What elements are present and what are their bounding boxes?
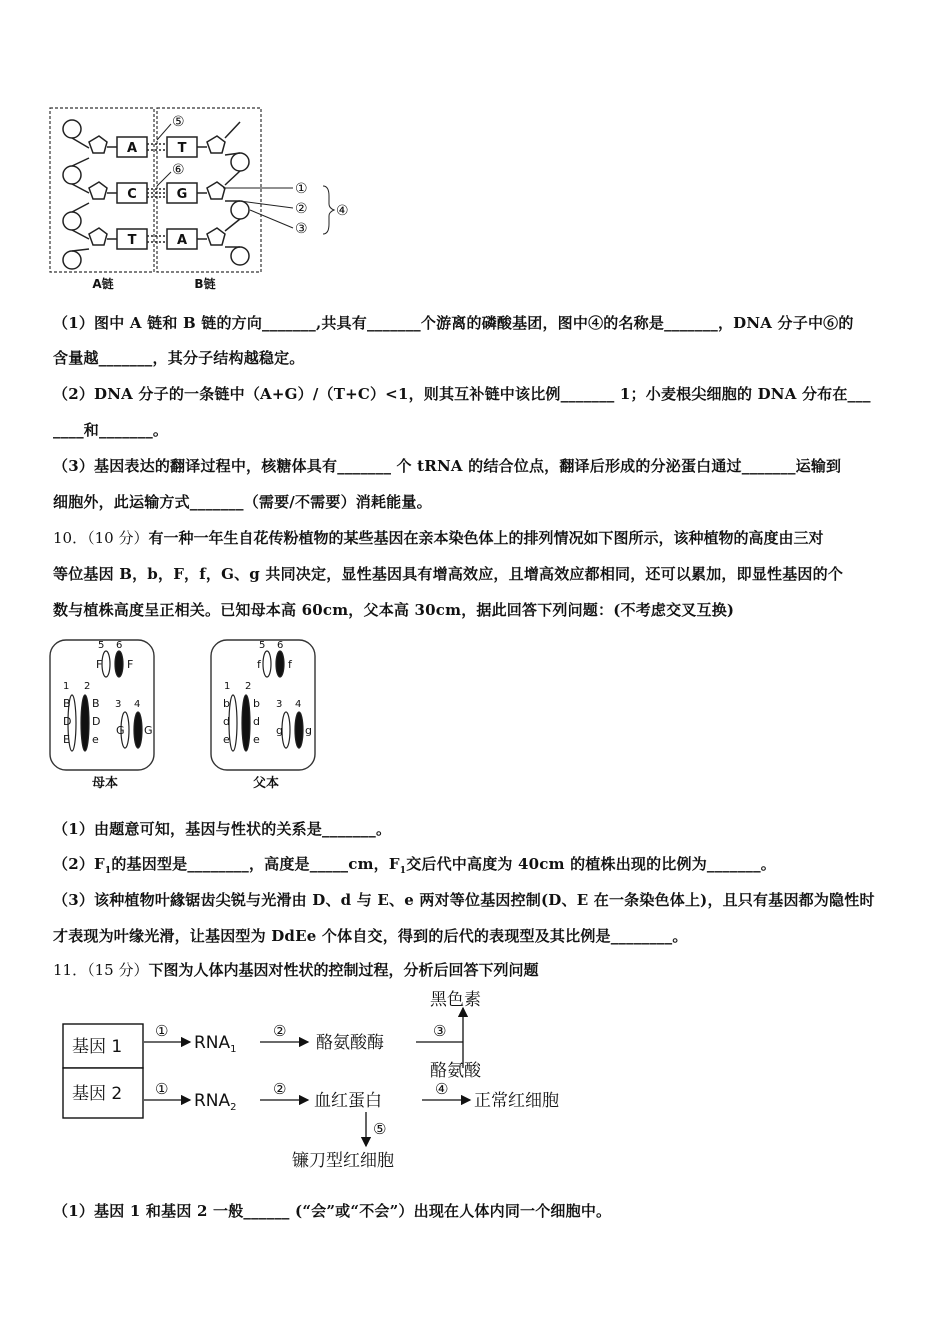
chrom-number: 6	[277, 640, 284, 651]
marker-6: ⑥	[172, 162, 185, 178]
allele-label: b	[253, 697, 260, 710]
step-5: ⑤	[373, 1120, 387, 1138]
dna-structure-diagram	[45, 100, 365, 295]
q10-stem-1: 有一种一年生自花传粉植物的某些基因在亲本染色体上的排列情况如下图所示，该种植物的高度由三对	[148, 529, 824, 547]
phosphate-circle	[63, 212, 81, 230]
marker-2: ②	[295, 201, 308, 217]
q9-line-3: （2）DNA 分子的一条链中（A+G）/（T+C）<1，则其互补链中该比例_______ 1；小麦根尖细胞的 DNA 分布在___	[53, 385, 871, 403]
chain-a-label: A链	[92, 277, 114, 291]
allele-label: b	[223, 697, 230, 710]
q11-number: 11．（15 分）	[53, 961, 149, 979]
chrom-number: 3	[276, 699, 283, 710]
chrom-number: 6	[116, 640, 123, 651]
base-letter: C	[127, 187, 137, 202]
gene-control-flowchart	[60, 990, 620, 1175]
allele-label: d	[223, 715, 230, 728]
step-3: ③	[433, 1022, 447, 1040]
base-letter: T	[177, 141, 187, 156]
step-2: ②	[273, 1080, 287, 1098]
allele-label: G	[116, 724, 125, 737]
phosphate-circle	[63, 166, 81, 184]
q11-line-1	[53, 959, 538, 980]
step-1: ①	[155, 1022, 169, 1040]
mother-cell	[50, 640, 154, 791]
base-letter: A	[126, 141, 138, 156]
step-4: ④	[435, 1080, 449, 1098]
q10-number: 10．（10 分）	[53, 529, 149, 547]
q9-line-2: 含量越_______，其分子结构越稳定。	[53, 349, 305, 367]
allele-label: g	[276, 724, 283, 737]
marker-1: ①	[295, 181, 308, 197]
q10-answer-2: $(2)F_1$的基因型是________，高度是_____cm，$F_1$交后代中高度为 40cm 的植株出现的比例为_______。	[53, 855, 777, 876]
allele-label: D	[92, 715, 101, 728]
step-1: ①	[155, 1080, 169, 1098]
allele-label: E	[63, 733, 70, 746]
step-2: ②	[273, 1022, 287, 1040]
phosphate-circle	[231, 201, 249, 219]
tyrosine-label: 酪氨酸	[430, 1061, 481, 1081]
q10-line-1	[53, 527, 823, 548]
phosphate-circle	[231, 153, 249, 171]
chrom-number: 3	[115, 699, 122, 710]
phosphate-circle	[231, 247, 249, 265]
allele-label: G	[144, 724, 153, 737]
deoxyribose-pentagon	[207, 136, 225, 153]
chrom-number: 1	[63, 681, 70, 692]
allele-label: e	[92, 733, 99, 746]
mother-label: 母本	[92, 776, 119, 791]
q10-answer-3: （3）该种植物叶緣锯齿尖锐与光滑由 D、d 与 E、e 两对等位基因控制(D、E 在一条染色体上)，且只有基因都为隐性时	[53, 891, 875, 909]
allele-label: f	[288, 658, 292, 671]
chrom-number: 2	[245, 681, 252, 692]
gene-1-label: 基因 1	[72, 1037, 123, 1057]
q9-line-1: （1）图中 A 链和 B 链的方向_______,共具有_______个游离的磷酸基团，图中④的名称是_______，DNA 分子中⑥的	[53, 314, 854, 332]
phosphate-circle	[63, 251, 81, 269]
allele-label: e	[223, 733, 230, 746]
q10-line-2: 等位基因 B，b，F，f，G、g 共同决定，显性基因具有增高效应，且增高效应都相同，还可以累加，即显性基因的个	[53, 565, 844, 583]
melanin-label: 黑色素	[430, 990, 481, 1010]
hemoglobin-label: 血红蛋白	[314, 1091, 382, 1111]
q11-stem: 下图为人体内基因对性状的控制过程，分析后回答下列问题	[148, 961, 539, 979]
allele-label: e	[253, 733, 260, 746]
chrom-number: 4	[295, 699, 302, 710]
chromosome-diagram	[45, 635, 335, 795]
q11-answer-1: （1）基因 1 和基因 2 一般______ (“会”或“不会”）出现在人体内同一个细胞中。	[53, 1202, 612, 1220]
allele-label: F	[127, 658, 134, 671]
father-label: 父本	[253, 776, 280, 791]
allele-label: B	[63, 697, 71, 710]
deoxyribose-pentagon	[89, 182, 107, 199]
marker-5: ⑤	[172, 114, 185, 130]
q10-answer-1: （1）由题意可知，基因与性状的关系是_______。	[53, 820, 392, 838]
allele-label: F	[96, 658, 103, 671]
sickle-rbc-label: 镰刀型红细胞	[292, 1151, 394, 1171]
base-letter: T	[127, 233, 137, 248]
q10-line-3: 数与植株高度呈正相关。已知母本高 60cm，父本高 30cm，据此回答下列问题：(不考虑交叉互换)	[53, 601, 735, 619]
allele-label: D	[63, 715, 72, 728]
deoxyribose-pentagon	[207, 182, 225, 199]
allele-label: f	[257, 658, 261, 671]
chrom-number: 1	[224, 681, 231, 692]
enzyme-label: 酪氨酸酶	[316, 1033, 384, 1053]
deoxyribose-pentagon	[89, 136, 107, 153]
chain-b-label: B链	[194, 277, 216, 291]
rna-1-label: $RNA_1$	[194, 1033, 237, 1055]
deoxyribose-pentagon	[207, 228, 225, 245]
allele-label: d	[253, 715, 260, 728]
q9-line-4: ____和_______。	[53, 421, 169, 439]
allele-label: B	[92, 697, 100, 710]
chrom-number: 2	[84, 681, 91, 692]
deoxyribose-pentagon	[89, 228, 107, 245]
base-letter: A	[176, 233, 188, 248]
allele-label: g	[305, 724, 312, 737]
gene-2-label: 基因 2	[72, 1084, 123, 1104]
chrom-number: 5	[98, 640, 105, 651]
phosphate-circle	[63, 120, 81, 138]
normal-rbc-label: 正常红细胞	[474, 1091, 559, 1111]
marker-3: ③	[295, 221, 308, 237]
father-cell	[211, 640, 315, 791]
chrom-number: 5	[259, 640, 266, 651]
q9-line-6: 细胞外，此运输方式_______（需要/不需要）消耗能量。	[53, 493, 432, 511]
q10-answer-4: 才表现为叶缘光滑，让基因型为 DdEe 个体自交，得到的后代的表现型及其比例是________。	[53, 927, 688, 945]
q9-line-5: （3）基因表达的翻译过程中，核糖体具有_______ 个 tRNA 的结合位点，翻译后形成的分泌蛋白通过_______运输到	[53, 457, 842, 475]
marker-4: ④	[336, 203, 349, 219]
chrom-number: 4	[134, 699, 141, 710]
base-letter: G	[176, 187, 188, 202]
rna-2-label: $RNA_2$	[194, 1091, 237, 1113]
